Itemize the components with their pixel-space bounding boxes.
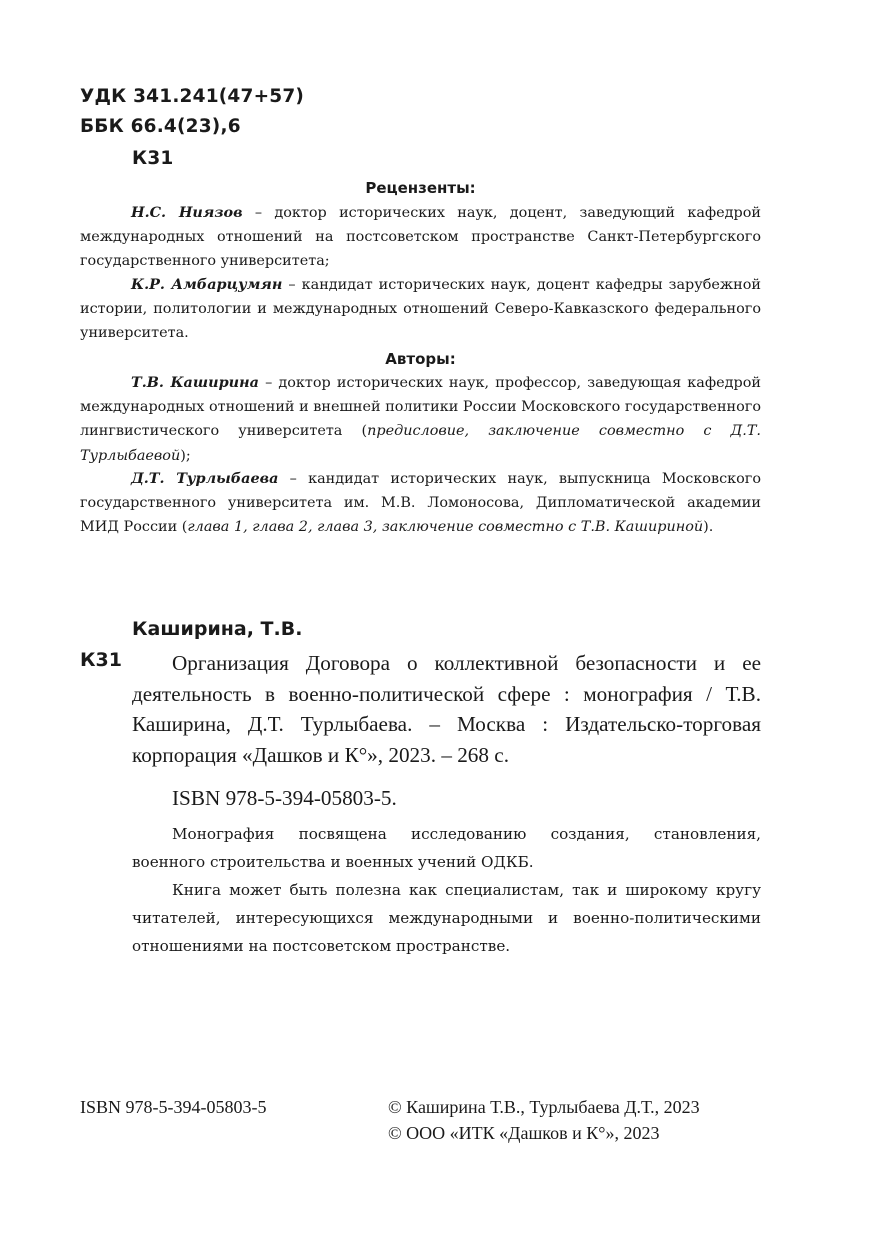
copyright-line: © Каширина Т.В., Турлыбаева Д.Т., 2023 (388, 1097, 700, 1117)
reviewer-name: К.Р. Амбарцумян (131, 276, 283, 293)
author-mark-top: К31 (132, 148, 174, 169)
book-author-heading: Каширина, Т.В. (132, 618, 303, 640)
author-description: – доктор исторических наук, профессор, заведующая кафедрой международных отношений и внешней политики России Московского государственного лингвистического университета ( (80, 375, 761, 440)
author-entry (80, 467, 761, 540)
bibliographic-description: Организация Договора о коллективной безопасности и ее деятельность в военно-политической сфере : монография / Т.В. Каширина, Д.Т. Турлыбаева. – Москва : Издательско-торговая корпорация «Дашков и К°», 2023. – 268 с. (132, 651, 761, 767)
reviewers-heading: Рецензенты: (365, 179, 476, 197)
reviewer-entry (80, 273, 761, 346)
author-mark-bottom: К31 (80, 649, 122, 671)
footer-isbn: ISBN 978-5-394-05803-5 (80, 1097, 267, 1117)
reviewer-entry (80, 201, 761, 274)
reviewer-description: – кандидат исторических наук, доцент кафедры зарубежной истории, политологии и международных отношений Северо-Кавказского федерального университета. (80, 277, 761, 342)
reviewer-name: Н.С. Ниязов (131, 204, 243, 221)
bbk-code: ББК 66.4(23),6 (80, 116, 241, 137)
author-contribution: глава 1, глава 2, глава 3, заключение совместно с Т.В. Кашириной (187, 519, 704, 536)
isbn-line: ISBN 978-5-394-05803-5. (172, 786, 397, 810)
abstract-paragraph: Монография посвящена исследованию создания, становления, военного строительства и военных учений ОДКБ. (132, 825, 761, 871)
copyright-line: © ООО «ИТК «Дашков и К°», 2023 (388, 1123, 660, 1143)
author-name: Д.Т. Турлыбаева (131, 470, 279, 487)
authors-heading: Авторы: (385, 350, 456, 368)
abstract-paragraph: Книга может быть полезна как специалистам, так и широкому кругу читателей, интересующихся международными и военно-политическими отношениями на постсоветском пространстве. (132, 881, 761, 955)
author-entry (80, 371, 761, 468)
author-contribution: предисловие, заключение совместно с Д.Т. Турлыбаевой (80, 423, 761, 464)
reviewer-description: – доктор исторических наук, доцент, заведующий кафедрой международных отношений на постсоветском пространстве Санкт-Петербургского государственного университета; (80, 205, 762, 270)
author-description: – кандидат исторических наук, выпускница Московского государственного университета им. М.В. Ломоносова, Дипломатической академии МИД России ( (80, 471, 762, 536)
author-name: Т.В. Каширина (131, 374, 259, 391)
udk-code: УДК 341.241(47+57) (80, 86, 305, 107)
author-entry-tail: ); (180, 447, 191, 464)
author-entry-tail: ). (703, 519, 714, 536)
